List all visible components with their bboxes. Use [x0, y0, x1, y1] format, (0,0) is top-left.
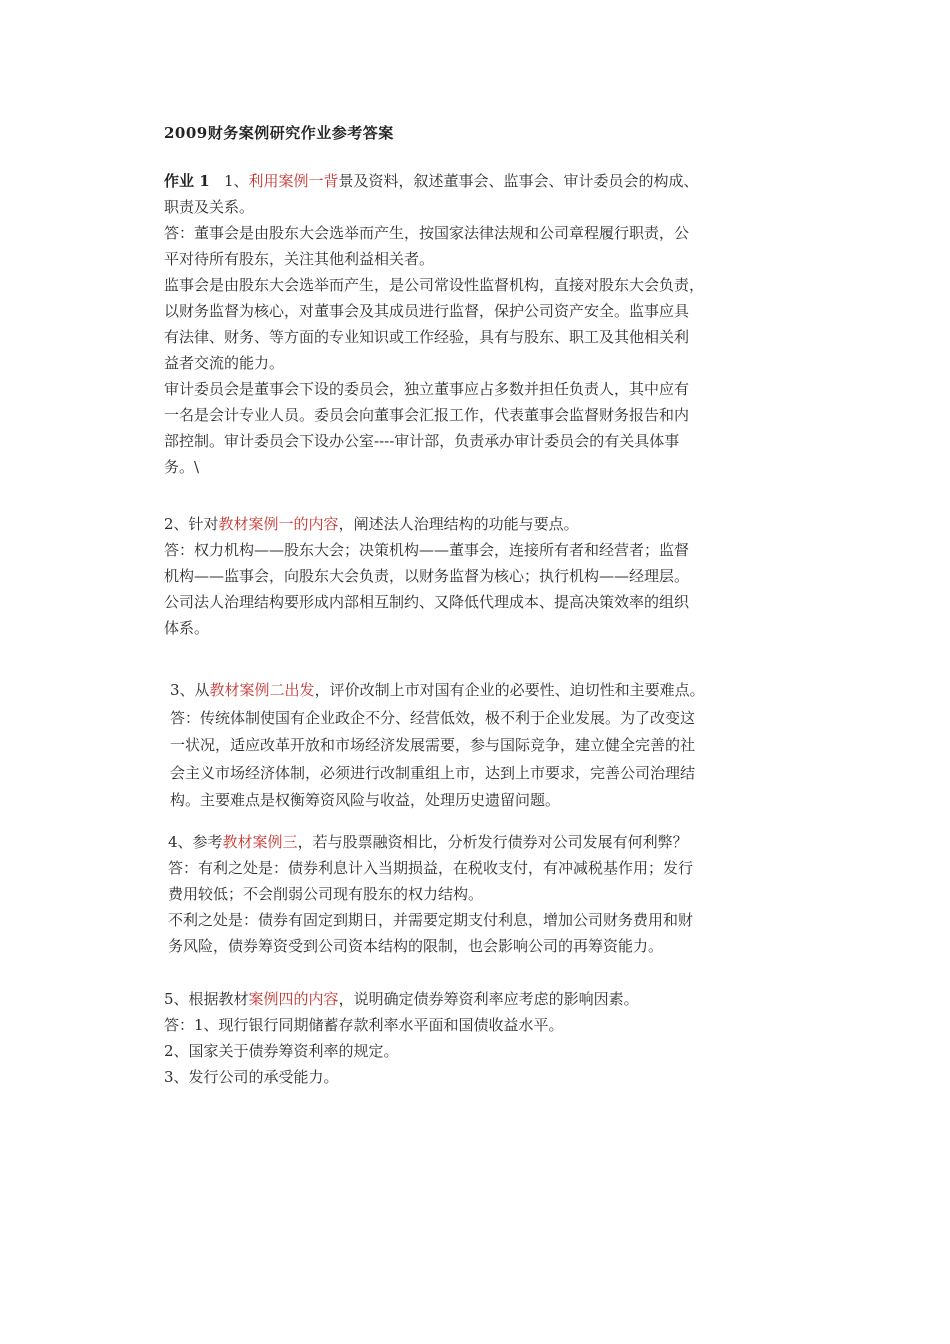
question-4-heading: [168, 829, 774, 855]
question-1-heading: [164, 168, 770, 194]
answer-line: 有法律、财务、等方面的专业知识或工作经验，具有与股东、职工及其他相关利: [164, 328, 690, 346]
answer-line: 一名是会计专业人员。委员会向董事会汇报工作，代表董事会监督财务报告和内: [164, 406, 690, 424]
answer-line: 务风险，债券筹资受到公司资本结构的限制，也会影响公司的再筹资能力。: [168, 937, 664, 955]
answer-line: 职责及关系。: [164, 198, 255, 216]
question-1-number: 1、: [223, 172, 249, 190]
answer-line: 一状况，适应改革开放和市场经济发展需要，参与国际竞争，建立健全完善的社: [170, 736, 696, 754]
answer-line: 以财务监督为核心，对董事会及其成员进行监督，保护公司资产安全。监事应具: [164, 302, 690, 320]
question-1-highlight: 利用案例一背: [248, 172, 339, 190]
document-title: 2009财务案例研究作业参考答案: [164, 124, 394, 142]
question-1-text: 景及资料，叙述董事会、监事会、审计委员会的构成、: [338, 172, 699, 190]
answer-line: 机构——监事会，向股东大会负责，以财务监督为核心；执行机构——经理层。: [164, 567, 690, 585]
question-2-text: ，阐述法人治理结构的功能与要点。: [338, 515, 579, 533]
question-5-text: ，说明确定债券筹资利率应考虑的影响因素。: [338, 990, 639, 1008]
answer-line: 2、国家关于债券筹资利率的规定。: [164, 1042, 399, 1060]
question-5-prefix: 5、根据教材: [164, 990, 249, 1008]
answer-line: 平对待所有股东，关注其他利益相关者。: [164, 250, 435, 268]
answer-line: 审计委员会是董事会下设的委员会，独立董事应占多数并担任负责人，其中应有: [164, 380, 690, 398]
question-3-block: [170, 677, 776, 815]
question-4-text: ，若与股票融资相比，分析发行债券对公司发展有何利弊？: [297, 833, 688, 851]
question-5-highlight: 案例四的内容: [248, 990, 339, 1008]
answer-line: 监事会是由股东大会选举而产生，是公司常设性监督机构，直接对股东大会负责，: [164, 276, 705, 294]
answer-line: 会主义市场经济体制，必须进行改制重组上市，达到上市要求，完善公司治理结: [170, 763, 696, 782]
question-4-highlight: 教材案例三: [222, 833, 298, 851]
question-5-block: [164, 986, 770, 1090]
answer-line: 务。\: [164, 458, 200, 476]
question-4-prefix: 4、参考: [168, 833, 223, 851]
question-1-block: [164, 168, 770, 480]
question-3-text: ，评价改制上市对国有企业的必要性、迫切性和主要难点。: [314, 681, 705, 699]
question-2-block: [164, 511, 770, 641]
answer-line: 构。主要难点是权衡筹资风险与收益，处理历史遗留问题。: [170, 791, 561, 809]
question-3-highlight: 教材案例二出发: [209, 681, 315, 699]
question-3-prefix: 3、从: [170, 681, 210, 699]
answer-line: 答：1、现行银行同期储蓄存款利率水平面和国债收益水平。: [164, 1016, 564, 1034]
question-2-prefix: 2、针对: [164, 515, 219, 533]
assignment-label: 作业 1: [164, 172, 210, 190]
answer-line: 3、发行公司的承受能力。: [164, 1068, 339, 1086]
question-3-heading: [170, 677, 776, 705]
answer-line: 答：传统体制使国有企业政企不分、经营低效，极不利于企业发展。为了改变这: [170, 708, 696, 727]
question-4-block: [168, 829, 774, 959]
answer-line: 公司法人治理结构要形成内部相互制约、又降低代理成本、提高决策效率的组织: [164, 593, 690, 611]
answer-line: 答：董事会是由股东大会选举而产生，按国家法律法规和公司章程履行职责，公: [164, 224, 690, 242]
question-5-heading: [164, 986, 770, 1012]
answer-line: 部控制。审计委员会下设办公室----审计部，负责承办审计委员会的有关具体事: [164, 432, 680, 450]
question-2-highlight: 教材案例一的内容: [218, 515, 339, 533]
answer-line: 不利之处是：债券有固定到期日，并需要定期支付利息，增加公司财务费用和财: [168, 911, 694, 929]
answer-line: 费用较低；不会削弱公司现有股东的权力结构。: [168, 885, 484, 903]
answer-line: 体系。: [164, 619, 210, 637]
answer-line: 答：权力机构——股东大会；决策机构——董事会，连接所有者和经营者；监督: [164, 541, 690, 559]
answer-line: 益者交流的能力。: [164, 354, 285, 372]
question-2-heading: [164, 511, 770, 537]
answer-line: 答：有利之处是：债券利息计入当期损益，在税收支付，有冲减税基作用；发行: [168, 859, 694, 877]
